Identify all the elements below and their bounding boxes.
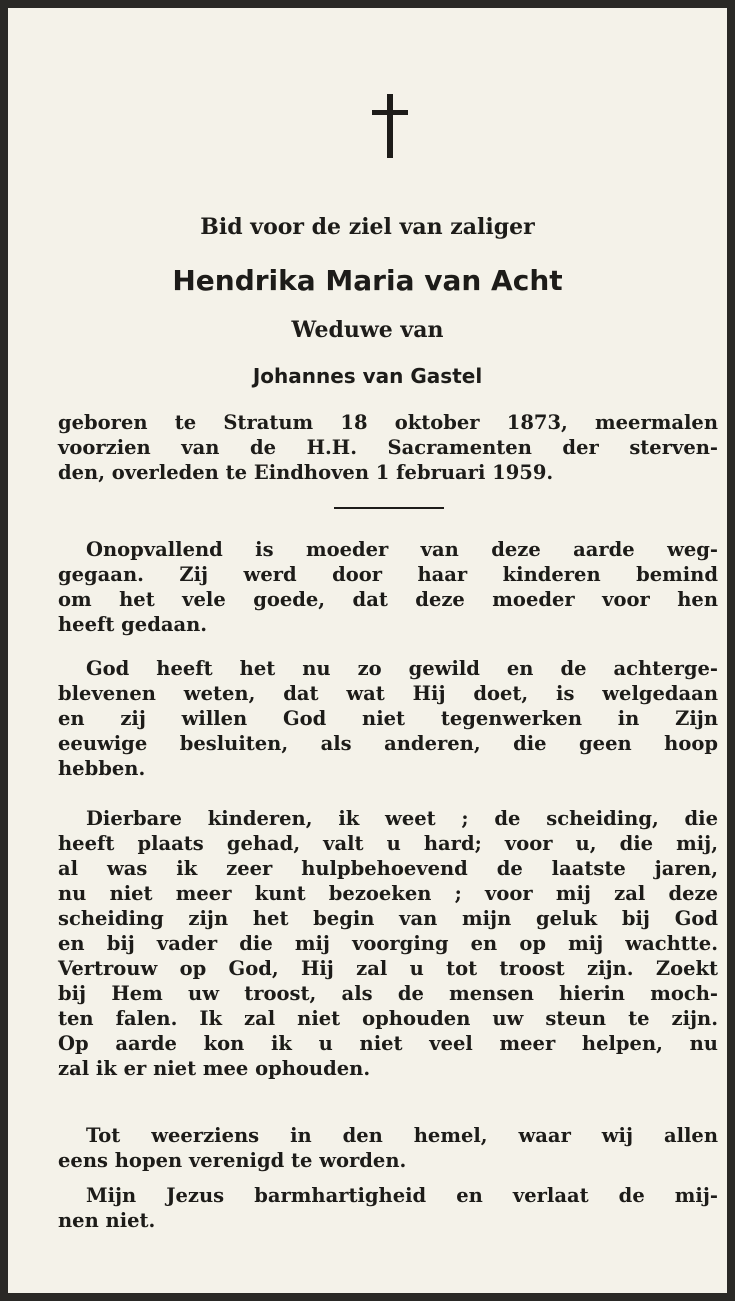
text-line: gegaan. Zij werd door haar kinderen bemind bbox=[58, 563, 718, 586]
text-line: den, overleden te Eindhoven 1 februari 1959. bbox=[58, 461, 554, 484]
text-line: bij Hem uw troost, als de mensen hierin moch- bbox=[58, 982, 718, 1005]
text-line: nu niet meer kunt bezoeken ; voor mij zal deze bbox=[58, 882, 718, 905]
prayer-card bbox=[8, 8, 727, 1293]
husband-name: Johannes van Gastel bbox=[252, 364, 483, 388]
cross-icon bbox=[372, 94, 408, 158]
text-line: Onopvallend is moeder van deze aarde weg- bbox=[86, 538, 718, 561]
text-line: Mijn Jezus barmhartigheid en verlaat de mij- bbox=[86, 1184, 718, 1207]
text-line: eeuwige besluiten, als anderen, die geen hoop bbox=[58, 732, 718, 755]
text-line: geboren te Stratum 18 oktober 1873, meermalen bbox=[58, 411, 718, 434]
paragraph-1 bbox=[58, 537, 718, 637]
text-line: Tot weerziens in den hemel, waar wij allen bbox=[86, 1124, 718, 1147]
birth-death-text bbox=[58, 410, 718, 485]
text-line: heeft plaats gehad, valt u hard; voor u, die mij, bbox=[58, 832, 718, 855]
text-line: en zij willen God niet tegenwerken in Zijn bbox=[58, 707, 718, 730]
intro-text: Bid voor de ziel van zaliger bbox=[200, 214, 535, 240]
text-line: en bij vader die mij voorging en op mij wachtte. bbox=[58, 932, 718, 955]
text-line: ten falen. Ik zal niet ophouden uw steun te zijn. bbox=[58, 1007, 718, 1030]
text-line: scheiding zijn het begin van mijn geluk bij God bbox=[58, 907, 718, 930]
text-line: Op aarde kon ik u niet veel meer helpen, nu bbox=[58, 1032, 718, 1055]
divider bbox=[334, 507, 444, 509]
paragraph-2 bbox=[58, 656, 718, 781]
text-line: hebben. bbox=[58, 757, 146, 780]
text-line: nen niet. bbox=[58, 1209, 156, 1232]
paragraph-3 bbox=[58, 806, 718, 1081]
text-line: blevenen weten, dat wat Hij doet, is welgedaan bbox=[58, 682, 718, 705]
text-line: eens hopen verenigd te worden. bbox=[58, 1149, 407, 1172]
text-line: om het vele goede, dat deze moeder voor hen bbox=[58, 588, 718, 611]
paragraph-5 bbox=[58, 1183, 718, 1233]
text-line: God heeft het nu zo gewild en de achterge- bbox=[86, 657, 718, 680]
widow-of-text: Weduwe van bbox=[291, 317, 444, 343]
text-line: Vertrouw op God, Hij zal u tot troost zijn. Zoekt bbox=[58, 957, 718, 980]
text-line: Dierbare kinderen, ik weet ; de scheiding, die bbox=[86, 807, 718, 830]
paragraph-4 bbox=[58, 1123, 718, 1173]
text-line: al was ik zeer hulpbehoevend de laatste jaren, bbox=[58, 857, 718, 880]
text-line: voorzien van de H.H. Sacramenten der sterven- bbox=[58, 436, 718, 459]
text-line: heeft gedaan. bbox=[58, 613, 208, 636]
deceased-name: Hendrika Maria van Acht bbox=[172, 264, 563, 297]
text-line: zal ik er niet mee ophouden. bbox=[58, 1057, 371, 1080]
